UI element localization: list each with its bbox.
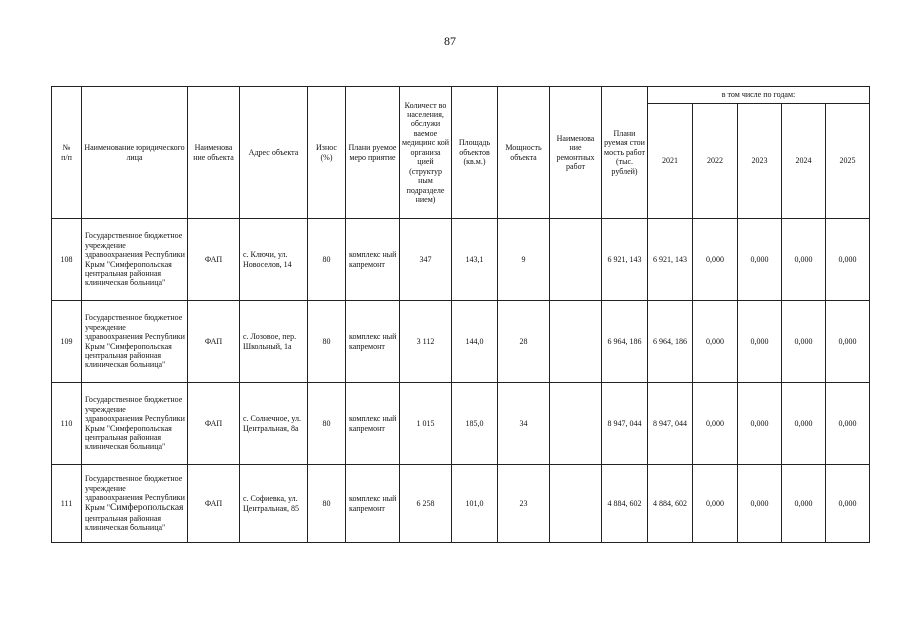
row-object-name: ФАП — [188, 465, 240, 543]
row-cost: 8 947, 044 — [602, 383, 648, 465]
row-area: 185,0 — [452, 383, 498, 465]
table-row — [52, 219, 870, 301]
row-org-part: Симферопольская — [110, 502, 184, 513]
row-object-name: ФАП — [188, 219, 240, 301]
page-number: 87 — [444, 34, 456, 48]
row-measure: комплекс ный капремонт — [346, 383, 400, 465]
row-year-2023: 0,000 — [738, 383, 782, 465]
row-year-2024: 0,000 — [782, 219, 826, 301]
header-org: Наименование юридического лица — [82, 87, 188, 219]
row-year-2025: 0,000 — [826, 383, 870, 465]
row-capacity: 23 — [498, 465, 550, 543]
row-address: с. Солнечное, ул. Центральная, 8а — [240, 383, 308, 465]
header-area: Площадь объектов (кв.м.) — [452, 87, 498, 219]
row-population: 347 — [400, 219, 452, 301]
header-address: Адрес объекта — [240, 87, 308, 219]
row-num: 110 — [52, 383, 82, 465]
row-year-2022: 0,000 — [693, 383, 738, 465]
row-num: 109 — [52, 301, 82, 383]
row-area: 144,0 — [452, 301, 498, 383]
row-org-part: Государственное бюджетное учреждение здравоохранения Республики Крым " — [85, 474, 185, 512]
row-year-2024: 0,000 — [782, 383, 826, 465]
row-num: 111 — [52, 465, 82, 543]
row-cost: 6 921, 143 — [602, 219, 648, 301]
row-capacity: 28 — [498, 301, 550, 383]
header-object-name: Наименова ние объекта — [188, 87, 240, 219]
row-area: 143,1 — [452, 219, 498, 301]
row-org: Государственное бюджетное учреждение здравоохранения Республики Крым "Симферопольская центральная районная клиническая больница" — [82, 219, 188, 301]
row-address: с. Лозовое, пер. Школьный, 1а — [240, 301, 308, 383]
row-address: с. Ключи, ул. Новоселов, 14 — [240, 219, 308, 301]
row-year-2021: 4 884, 602 — [648, 465, 693, 543]
header-measure: Плани руемое меро приятие — [346, 87, 400, 219]
row-capacity: 34 — [498, 383, 550, 465]
repair-plan-table — [51, 86, 870, 543]
table-row — [52, 383, 870, 465]
row-area: 101,0 — [452, 465, 498, 543]
header-year-2024: 2024 — [782, 104, 826, 219]
row-object-name: ФАП — [188, 383, 240, 465]
table-row — [52, 465, 870, 543]
row-population: 3 112 — [400, 301, 452, 383]
row-year-2022: 0,000 — [693, 465, 738, 543]
row-wear: 80 — [308, 301, 346, 383]
header-year-2023: 2023 — [738, 104, 782, 219]
row-address: с. Софиевка, ул. Центральная, 85 — [240, 465, 308, 543]
row-works — [550, 219, 602, 301]
row-org-part: центральная районная клиническая больница" — [85, 513, 166, 533]
row-wear: 80 — [308, 219, 346, 301]
row-object-name: ФАП — [188, 301, 240, 383]
row-wear: 80 — [308, 465, 346, 543]
row-works — [550, 465, 602, 543]
row-year-2021: 6 921, 143 — [648, 219, 693, 301]
row-capacity: 9 — [498, 219, 550, 301]
row-population: 1 015 — [400, 383, 452, 465]
header-year-2025: 2025 — [826, 104, 870, 219]
row-population: 6 258 — [400, 465, 452, 543]
row-org: Государственное бюджетное учреждение здравоохранения Республики Крым "Симферопольская центральная районная клиническая больница" — [82, 301, 188, 383]
row-year-2023: 0,000 — [738, 219, 782, 301]
row-measure: комплекс ный капремонт — [346, 219, 400, 301]
row-year-2023: 0,000 — [738, 465, 782, 543]
row-works — [550, 301, 602, 383]
row-year-2024: 0,000 — [782, 301, 826, 383]
header-capacity: Мощность объекта — [498, 87, 550, 219]
row-num: 108 — [52, 219, 82, 301]
row-year-2021: 6 964, 186 — [648, 301, 693, 383]
header-wear: Износ (%) — [308, 87, 346, 219]
row-measure: комплекс ный капремонт — [346, 301, 400, 383]
row-year-2023: 0,000 — [738, 301, 782, 383]
header-num: № п/п — [52, 87, 82, 219]
row-year-2025: 0,000 — [826, 219, 870, 301]
row-cost: 6 964, 186 — [602, 301, 648, 383]
header-by-years: в том числе по годам: — [648, 87, 870, 104]
row-year-2022: 0,000 — [693, 301, 738, 383]
header-works: Наименова ние ремонтных работ — [550, 87, 602, 219]
header-cost: Плани руемая стои мость работ (тыс. рублей) — [602, 87, 648, 219]
row-year-2022: 0,000 — [693, 219, 738, 301]
row-year-2024: 0,000 — [782, 465, 826, 543]
row-measure: комплекс ный капремонт — [346, 465, 400, 543]
row-year-2025: 0,000 — [826, 301, 870, 383]
row-wear: 80 — [308, 383, 346, 465]
row-org: Государственное бюджетное учреждение здравоохранения Республики Крым "Симферопольская центральная районная клиническая больница" — [82, 383, 188, 465]
table-row — [52, 301, 870, 383]
row-year-2021: 8 947, 044 — [648, 383, 693, 465]
row-cost: 4 884, 602 — [602, 465, 648, 543]
row-org — [82, 465, 188, 543]
header-population: Количест во населения, обслужи ваемое медицинс кой организа цией (структур ным подразделе нием) — [400, 87, 452, 219]
row-year-2025: 0,000 — [826, 465, 870, 543]
row-works — [550, 383, 602, 465]
header-year-2021: 2021 — [648, 104, 693, 219]
header-year-2022: 2022 — [693, 104, 738, 219]
